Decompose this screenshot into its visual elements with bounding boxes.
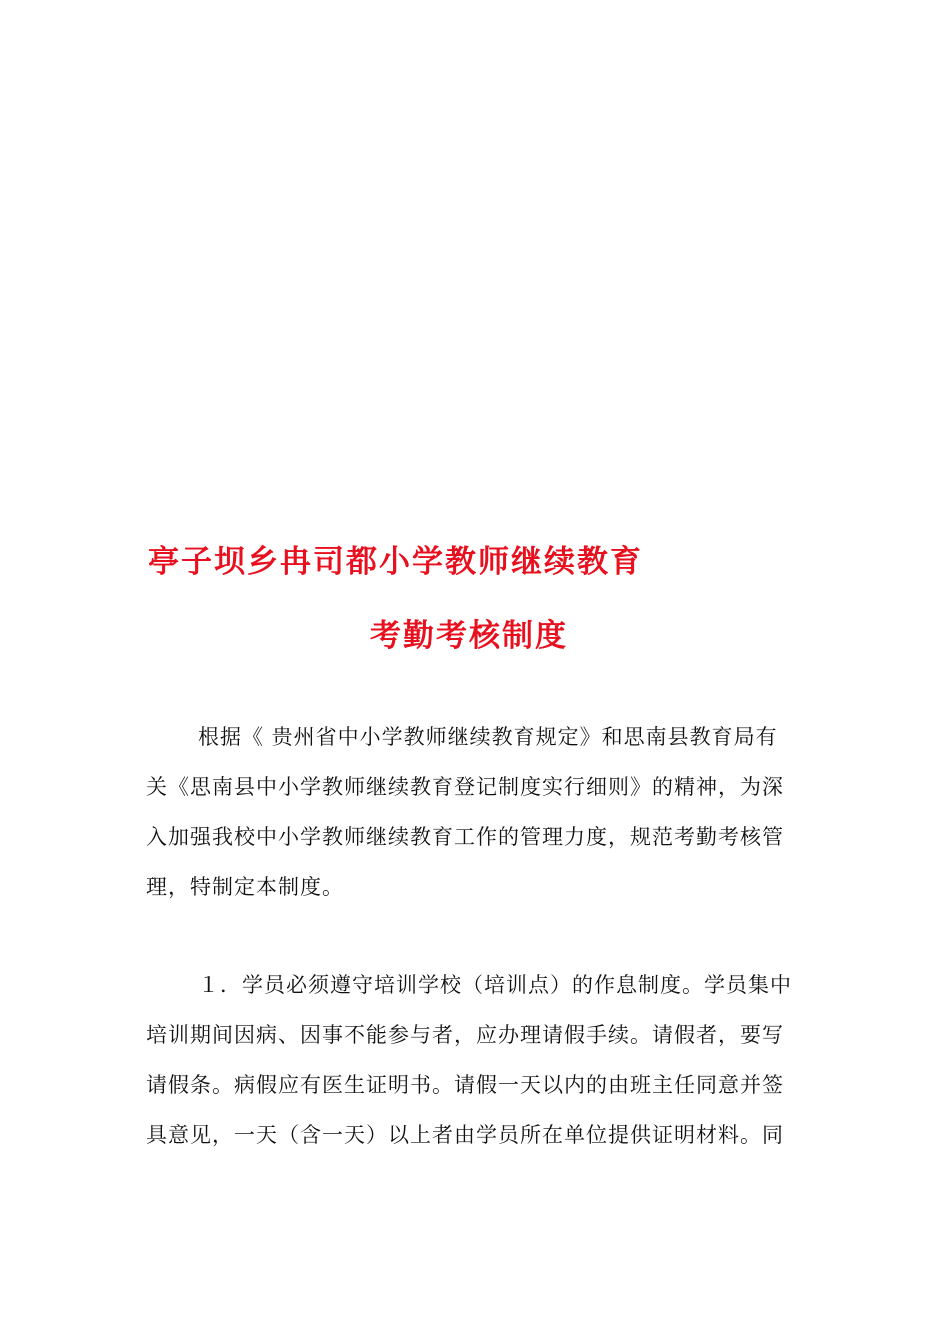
paragraph-2-line-1: １．学员必须遵守培训学校（培训点）的作息制度。学员集中 bbox=[198, 973, 792, 997]
document-title-line-2: 考勤考核制度 bbox=[370, 618, 568, 654]
paragraph-2-line-4: 具意见，一天（含一天）以上者由学员所在单位提供证明材料。同 bbox=[146, 1123, 784, 1147]
paragraph-2-line-3: 请假条。病假应有医生证明书。请假一天以内的由班主任同意并签 bbox=[146, 1073, 784, 1097]
paragraph-1-line-4: 理，特制定本制度。 bbox=[146, 875, 344, 899]
paragraph-1-line-3: 入加强我校中小学教师继续教育工作的管理力度，规范考勤考核管 bbox=[146, 825, 784, 849]
paragraph-2-line-2: 培训期间因病、因事不能参与者，应办理请假手续。请假者，要写 bbox=[146, 1023, 784, 1047]
document-title-line-1: 亭子坝乡冉司都小学教师继续教育 bbox=[148, 544, 643, 580]
paragraph-1-line-2: 关《思南县中小学教师继续教育登记制度实行细则》的精神，为深 bbox=[146, 775, 784, 799]
paragraph-1-line-1: 根据《 贵州省中小学教师继续教育规定》和思南县教育局有 bbox=[198, 725, 778, 749]
